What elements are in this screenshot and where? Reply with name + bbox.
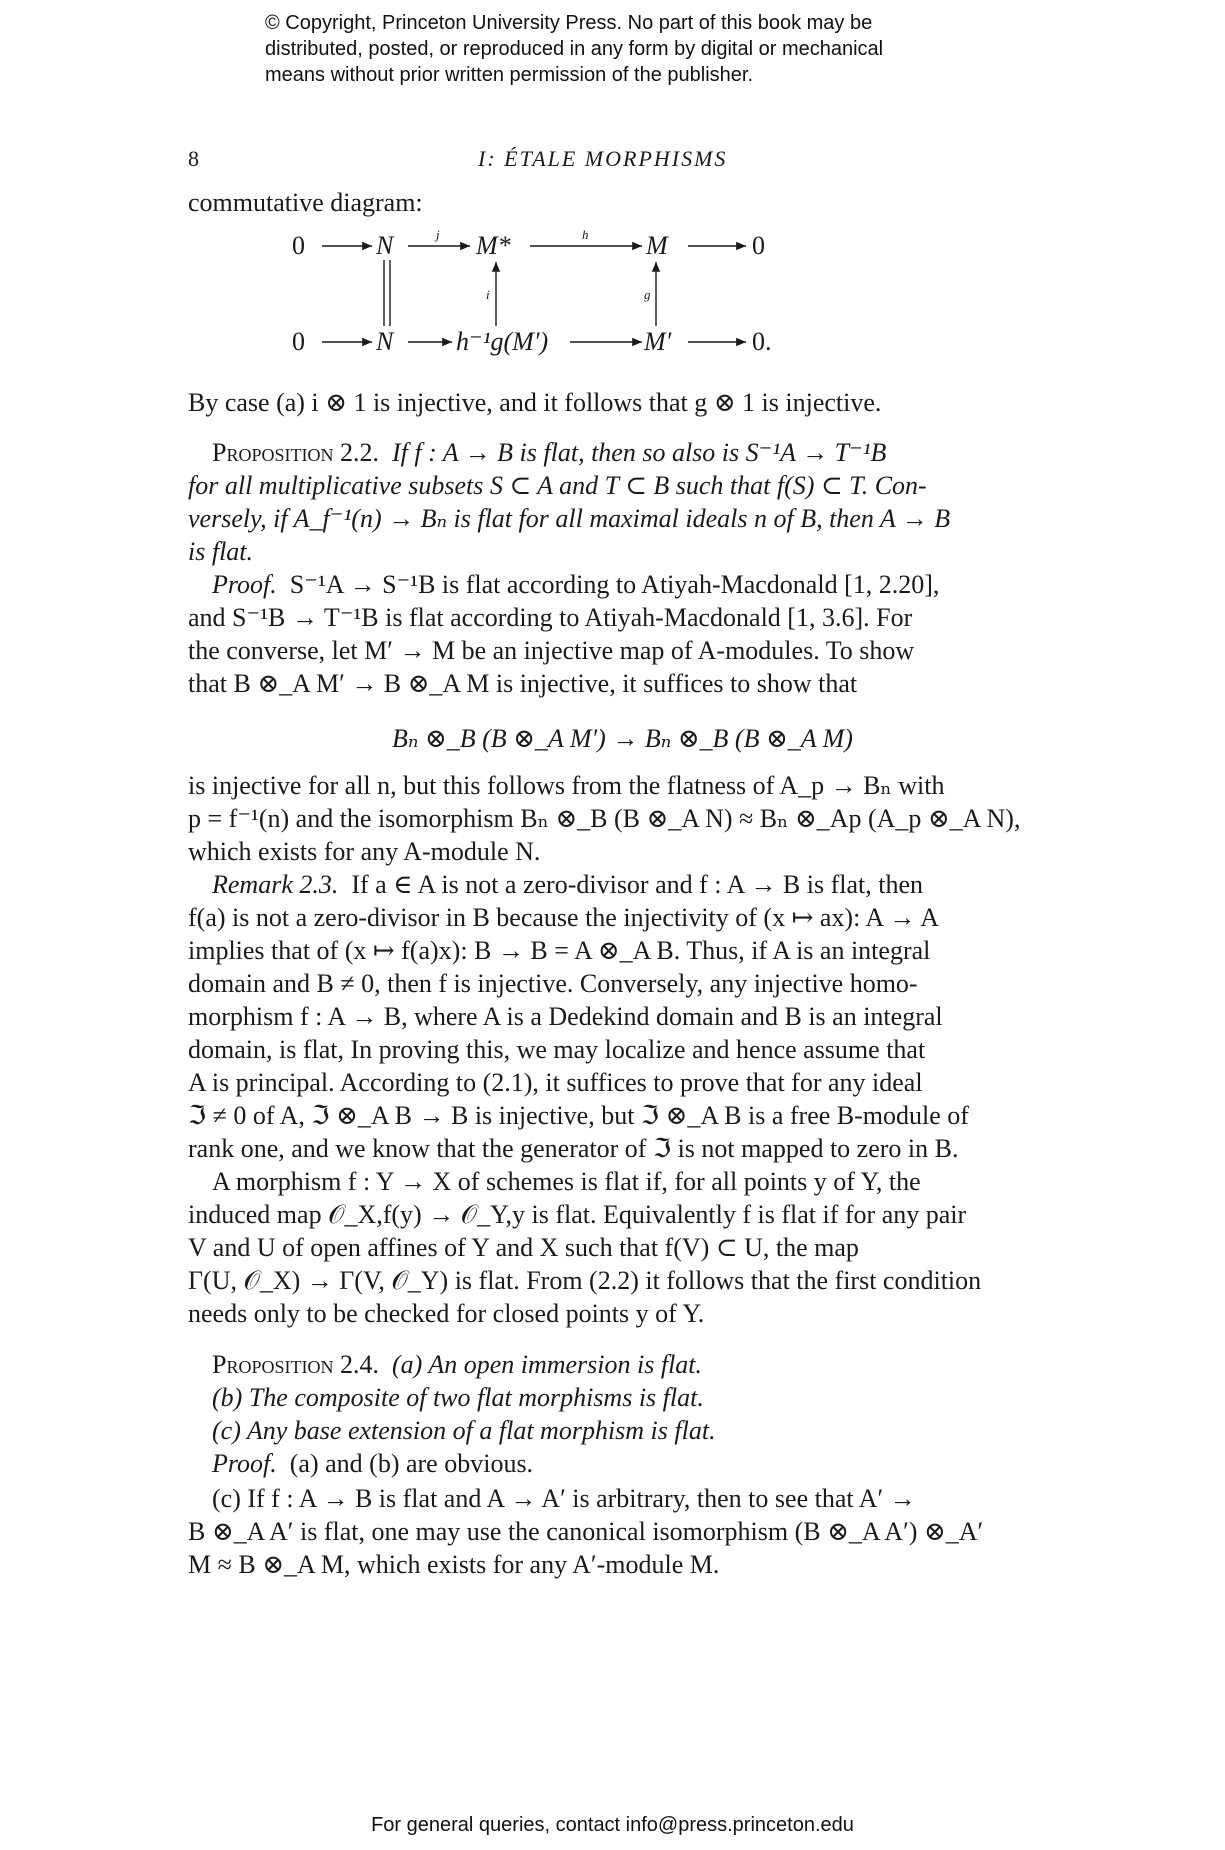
prop24-line-b (212, 1381, 704, 1415)
diagram-zero-top-right: 0 (752, 231, 765, 260)
diagram-arrows (300, 226, 940, 366)
copyright-notice (265, 10, 1025, 88)
diagram-zero-top-left: 0 (292, 231, 305, 260)
remark-line-7: A is principal. According to (2.1), it suffices to prove that for any ideal (188, 1068, 923, 1097)
commutative-diagram (292, 226, 940, 366)
remark-line-5: morphism f : A → B, where A is a Dedekind domain and B is an integral (188, 1002, 943, 1031)
proof-line-1 (212, 568, 939, 602)
label-j: j (436, 227, 440, 242)
remark-line-8: ℑ ≠ 0 of A, ℑ ⊗_A B → B is injective, but ℑ ⊗_A B is a free B-module of (188, 1101, 969, 1130)
prop22-statement-3: versely, if A_f⁻¹(n) → Bₙ is flat for all maximal ideals n of B, then A → B (188, 504, 951, 533)
remark-line-4: domain and B ≠ 0, then f is injective. Conversely, any injective homo- (188, 969, 918, 998)
case-a-line: By case (a) i ⊗ 1 is injective, and it follows that g ⊗ 1 is injective. (188, 388, 882, 417)
display-equation: Bₙ ⊗_B (B ⊗_A M′) → Bₙ ⊗_B (B ⊗_A M) (392, 724, 853, 753)
prop22-line-2 (188, 469, 927, 503)
flat-line-5: needs only to be checked for closed points y of Y. (188, 1299, 705, 1328)
copyright-line-3: means without prior written permission of the publisher. (265, 64, 754, 86)
diagram-h-inv-g-M-prime: h⁻¹g(M′) (456, 327, 549, 356)
diagram-N-top: N (376, 231, 394, 260)
label-i: i (486, 287, 490, 302)
proof2-line-c3: M ≈ B ⊗_A M, which exists for any A′-module M. (188, 1550, 720, 1579)
diagram-zero-bottom-left: 0 (292, 327, 305, 356)
prop22-statement-4: is flat. (188, 537, 254, 566)
diagram-N-bottom: N (376, 327, 394, 356)
prop22-line-4 (188, 535, 253, 569)
remark-text-1: If a ∈ A is not a zero-divisor and f : A → B is flat, then (351, 870, 924, 899)
remark-line-9: rank one, and we know that the generator of ℑ is not mapped to zero in B. (188, 1134, 959, 1163)
proof2-label: Proof. (212, 1449, 277, 1478)
intro-text: commutative diagram: (188, 188, 423, 217)
label-h: h (582, 227, 589, 242)
prop24-a: (a) An open immersion is flat. (391, 1350, 703, 1379)
copyright-line-2: distributed, posted, or reproduced in any form by digital or mechanical (265, 38, 884, 60)
proof-line-2: and S⁻¹B → T⁻¹B is flat according to Atiyah-Macdonald [1, 3.6]. For (188, 603, 913, 632)
flat-line-4: Γ(U, 𝒪_X) → Γ(V, 𝒪_Y) is flat. From (2.2) it follows that the first condition (188, 1266, 982, 1295)
label-g: g (644, 287, 651, 302)
flat-line-1: A morphism f : Y → X of schemes is flat if, for all points y of Y, the (212, 1167, 921, 1196)
prop22-label: Proposition 2.2. (212, 438, 379, 467)
after-eq-line-3: which exists for any A-module N. (188, 837, 541, 866)
copyright-line-1: © Copyright, Princeton University Press. No part of this book may be (265, 12, 873, 34)
proof2-line-c2: B ⊗_A A′ is flat, one may use the canonical isomorphism (B ⊗_A A′) ⊗_A′ (188, 1517, 984, 1546)
prop22-statement-1: If f : A → B is flat, then so also is S⁻¹A → T⁻¹B (391, 438, 887, 467)
remark-line-6: domain, is flat, In proving this, we may localize and hence assume that (188, 1035, 926, 1064)
flat-line-2: induced map 𝒪_X,f(y) → 𝒪_Y,y is flat. Equivalently f is flat if for any pair (188, 1200, 967, 1229)
flat-line-3: V and U of open affines of Y and X such that f(V) ⊂ U, the map (188, 1233, 859, 1262)
proof-label: Proof. (212, 570, 277, 599)
prop24-label: Proposition 2.4. (212, 1350, 379, 1379)
prop22-line-3 (188, 502, 950, 536)
running-title: I: ÉTALE MORPHISMS (478, 146, 728, 171)
proof2-line-ab (212, 1447, 533, 1481)
proof-text-1: S⁻¹A → S⁻¹B is flat according to Atiyah-Macdonald [1, 2.20], (289, 570, 940, 599)
proof-line-3: the converse, let M′ → M be an injective map of A-modules. To show (188, 636, 915, 665)
diagram-M-prime: M′ (644, 327, 672, 356)
page-number: 8 (188, 146, 199, 171)
prop24-c: (c) Any base extension of a flat morphism is flat. (212, 1416, 716, 1445)
after-eq-line-2: p = f⁻¹(n) and the isomorphism Bₙ ⊗_B (B ⊗_A N) ≈ Bₙ ⊗_Ap (A_p ⊗_A N), (188, 804, 1021, 833)
remark-line-3: implies that of (x ↦ f(a)x): B → B = A ⊗_A B. Thus, if A is an integral (188, 936, 931, 965)
prop24-line-a (212, 1348, 702, 1382)
prop24-b: (b) The composite of two flat morphisms is flat. (212, 1383, 704, 1412)
remark-label: Remark 2.3. (212, 870, 339, 899)
remark-line-1 (212, 868, 923, 902)
after-eq-line-1: is injective for all n, but this follows from the flatness of A_p → Bₙ with (188, 771, 945, 800)
remark-line-2: f(a) is not a zero-divisor in B because the injectivity of (x ↦ ax): A → A (188, 903, 940, 932)
diagram-M: M (646, 231, 668, 260)
proof-line-4: that B ⊗_A M′ → B ⊗_A M is injective, it suffices to show that (188, 669, 858, 698)
diagram-M-star: M* (476, 231, 511, 260)
diagram-zero-bottom-right: 0. (752, 327, 772, 356)
proof2-line-c1: (c) If f : A → B is flat and A → A′ is arbitrary, then to see that A′ → (212, 1484, 916, 1513)
prop22-line-1 (212, 436, 886, 470)
prop24-line-c (212, 1414, 716, 1448)
proof2-ab: (a) and (b) are obvious. (289, 1449, 534, 1478)
prop22-statement-2: for all multiplicative subsets S ⊂ A and T ⊂ B such that f(S) ⊂ T. Con- (188, 471, 927, 500)
footer-contact: For general queries, contact info@press.princeton.edu (371, 1814, 854, 1836)
